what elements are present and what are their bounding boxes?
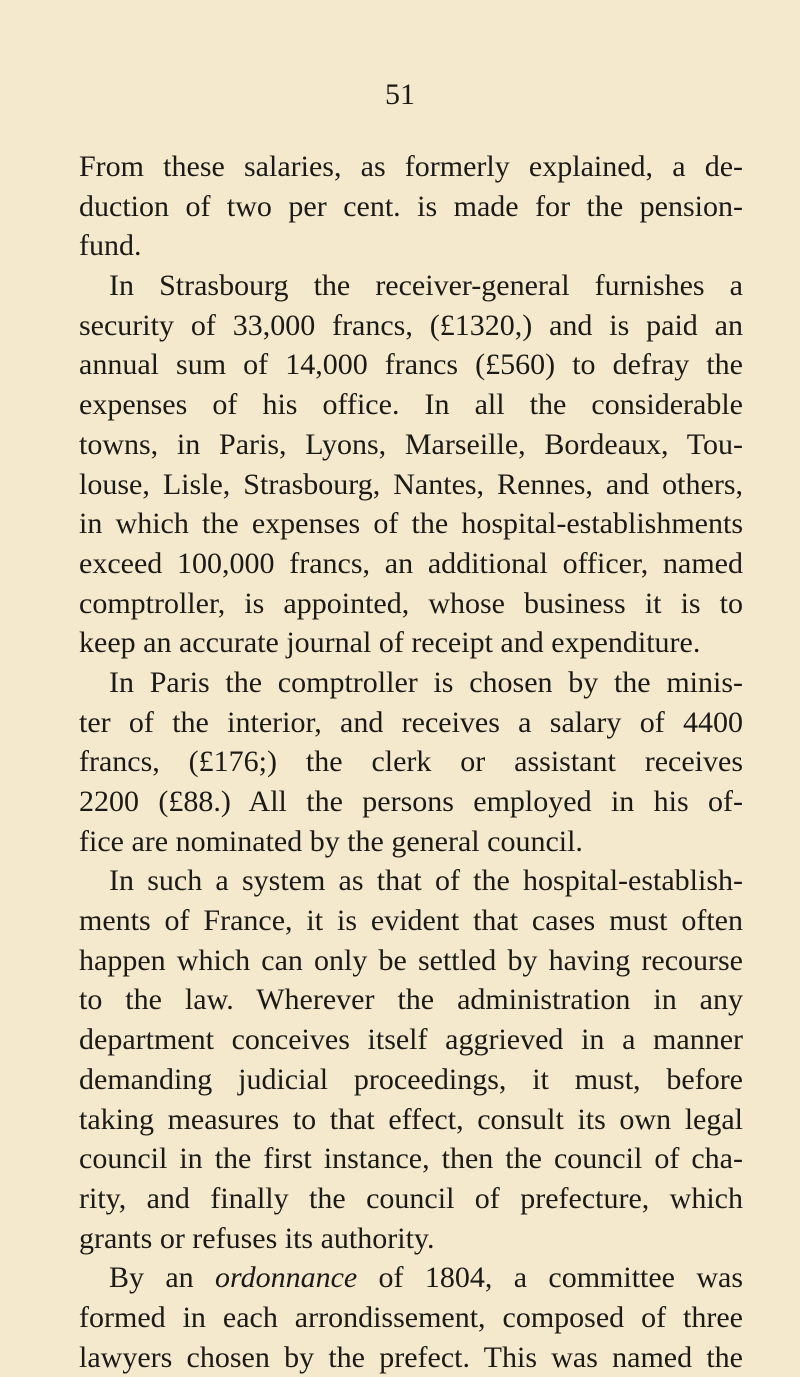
text-line [79,1258,743,1298]
text-line: security of 33,000 francs, (£1320,) and is paid an [79,308,743,342]
body-text [79,147,743,1377]
text-line: francs, (£176;) the clerk or assistant receives [79,745,743,779]
text-line: department conceives itself aggrieved in a manner [79,1023,743,1057]
text-line: From these salaries, as formerly explained, a de- [79,150,743,183]
text-line: expenses of his office. In all the considerable [79,388,743,422]
text-line: louse, Lisle, Strasbourg, Nantes, Rennes, and others, [79,467,743,501]
text-line: in which the expenses of the hospital-establishments [79,507,743,541]
text-line: keep an accurate journal of receipt and expenditure. [79,626,701,660]
text-line: In Paris the comptroller is chosen by the minis- [109,665,743,699]
text-line: ments of France, it is evident that cases must often [79,904,743,938]
text-line: duction of two per cent. is made for the pension- [79,189,743,223]
text-line: exceed 100,000 francs, an additional officer, named [79,546,743,580]
text-line: annual sum of 14,000 francs (£560) to defray the [79,348,743,382]
text-line: In such a system as that of the hospital-establish- [109,864,743,898]
text-line: formed in each arrondissement, composed of three [79,1300,743,1334]
text-line: fice are nominated by the general council. [79,824,583,858]
text-line: towns, in Paris, Lyons, Marseille, Bordeaux, Tou- [79,427,743,461]
text-segment: By an [109,1261,216,1295]
text-line: grants or refuses its authority. [79,1221,435,1255]
text-line: to the law. Wherever the administration in any [79,983,743,1017]
text-line: happen which can only be settled by having recourse [79,943,743,977]
text-line: taking measures to that effect, consult its own legal [79,1102,743,1136]
text-line: demanding judicial proceedings, it must, before [79,1062,743,1096]
text-line: ter of the interior, and receives a salary of 4400 [79,705,743,739]
page-number: 51 [385,78,415,111]
text-line: 2200 (£88.) All the persons employed in his of- [79,785,743,818]
italic-term: ordonnance [215,1261,358,1295]
text-line: comptroller, is appointed, whose business it is to [79,586,743,620]
text-line: lawyers chosen by the prefect. This was named the [79,1340,743,1374]
text-segment: of 1804, a committee was [357,1261,743,1295]
text-line: rity, and finally the council of prefecture, which [79,1181,743,1215]
text-line: In Strasbourg the receiver-general furnishes a [109,269,743,303]
text-line: council in the first instance, then the council of cha- [79,1142,743,1176]
text-line: fund. [79,229,142,263]
